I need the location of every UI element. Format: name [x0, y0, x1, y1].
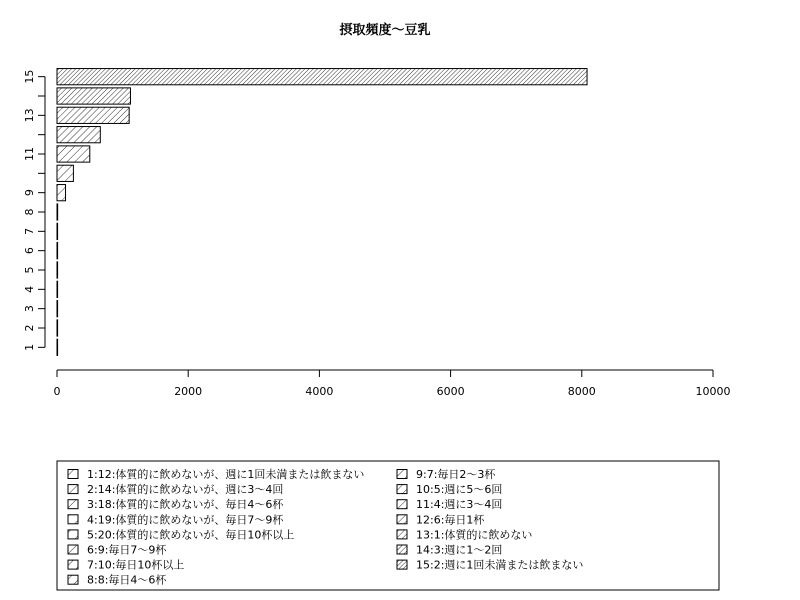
- legend-entry-label: 5:20:体質的に飲めないが、毎日10杯以上: [87, 528, 295, 542]
- bar-12: [57, 127, 100, 143]
- y-tick-label: 9: [23, 189, 36, 197]
- legend-entry-label: 12:6:毎日1杯: [416, 513, 485, 527]
- y-tick-label: 7: [23, 227, 36, 235]
- x-tick-label: 8000: [567, 385, 596, 398]
- y-tick-label: 4: [23, 285, 36, 293]
- legend-entry-label: 11:4:週に3～4回: [416, 498, 503, 512]
- legend-entry-label: 8:8:毎日4～6杯: [87, 573, 167, 587]
- x-tick-label: 4000: [305, 385, 334, 398]
- y-tick-label: 13: [23, 108, 36, 123]
- legend-swatch: [68, 530, 78, 539]
- legend-swatch: [68, 545, 78, 554]
- legend-entry-label: 10:5:週に5～6回: [416, 483, 503, 497]
- legend-entry-label: 7:10:毎日10杯以上: [87, 558, 185, 572]
- bar-7: [57, 223, 58, 239]
- legend-swatch: [68, 500, 78, 509]
- bar-9: [57, 185, 66, 201]
- y-tick-label: 15: [23, 69, 36, 84]
- bar-2: [57, 320, 58, 336]
- y-tick-label: 8: [23, 208, 36, 216]
- legend-entry-label: 14:3:週に1～2回: [416, 543, 503, 557]
- bar-5: [57, 262, 58, 278]
- y-tick-label: 5: [23, 266, 36, 274]
- bar-10: [57, 165, 73, 181]
- y-tick-label: 1: [23, 343, 36, 351]
- legend-swatch: [68, 515, 78, 524]
- legend-entry-label: 15:2:週に1回未満または飲まない: [416, 558, 584, 572]
- bar-1: [57, 339, 58, 355]
- bar-8: [57, 204, 58, 220]
- x-tick-label: 2000: [174, 385, 203, 398]
- legend: [57, 461, 719, 590]
- legend-swatch: [68, 575, 78, 584]
- legend-swatch: [397, 560, 407, 569]
- legend-entry-label: 13:1:体質的に飲めない: [416, 528, 533, 542]
- y-axis: [23, 70, 45, 351]
- y-tick-label: 6: [23, 247, 36, 255]
- bars-group: [57, 69, 587, 356]
- bar-11: [57, 146, 90, 162]
- legend-swatch: [68, 470, 78, 479]
- legend-entry-label: 1:12:体質的に飲めないが、週に1回未満または飲まない: [87, 468, 365, 481]
- x-tick-label: 10000: [695, 385, 731, 398]
- bar-6: [57, 243, 58, 259]
- y-tick-label: 2: [23, 324, 36, 332]
- y-tick-label: 11: [23, 147, 36, 161]
- legend-entry-label: 6:9:毎日7～9杯: [87, 543, 167, 557]
- bar-4: [57, 281, 58, 297]
- legend-swatch: [68, 560, 78, 569]
- legend-swatch: [68, 485, 78, 494]
- legend-swatch: [397, 470, 407, 479]
- x-tick-label: 0: [53, 385, 61, 398]
- bar-13: [57, 107, 129, 123]
- x-tick-label: 6000: [436, 385, 465, 398]
- legend-entry-label: 3:18:体質的に飲めないが、毎日4～6杯: [87, 498, 284, 512]
- chart-title: 摂取頻度～豆乳: [339, 23, 431, 38]
- x-axis: [54, 370, 731, 398]
- legend-entry-label: 9:7:毎日2～3杯: [416, 468, 496, 481]
- legend-swatch: [397, 515, 407, 524]
- bar-14: [57, 88, 130, 104]
- bar-15: [57, 69, 587, 85]
- legend-swatch: [397, 545, 407, 554]
- legend-entry-label: 4:19:体質的に飲めないが、毎日7～9杯: [87, 513, 284, 527]
- bar-3: [57, 301, 58, 317]
- legend-swatch: [397, 530, 407, 539]
- legend-swatch: [397, 500, 407, 509]
- y-tick-label: 3: [23, 305, 36, 313]
- legend-entry-label: 2:14:体質的に飲めないが、週に3～4回: [87, 483, 284, 497]
- legend-swatch: [397, 485, 407, 494]
